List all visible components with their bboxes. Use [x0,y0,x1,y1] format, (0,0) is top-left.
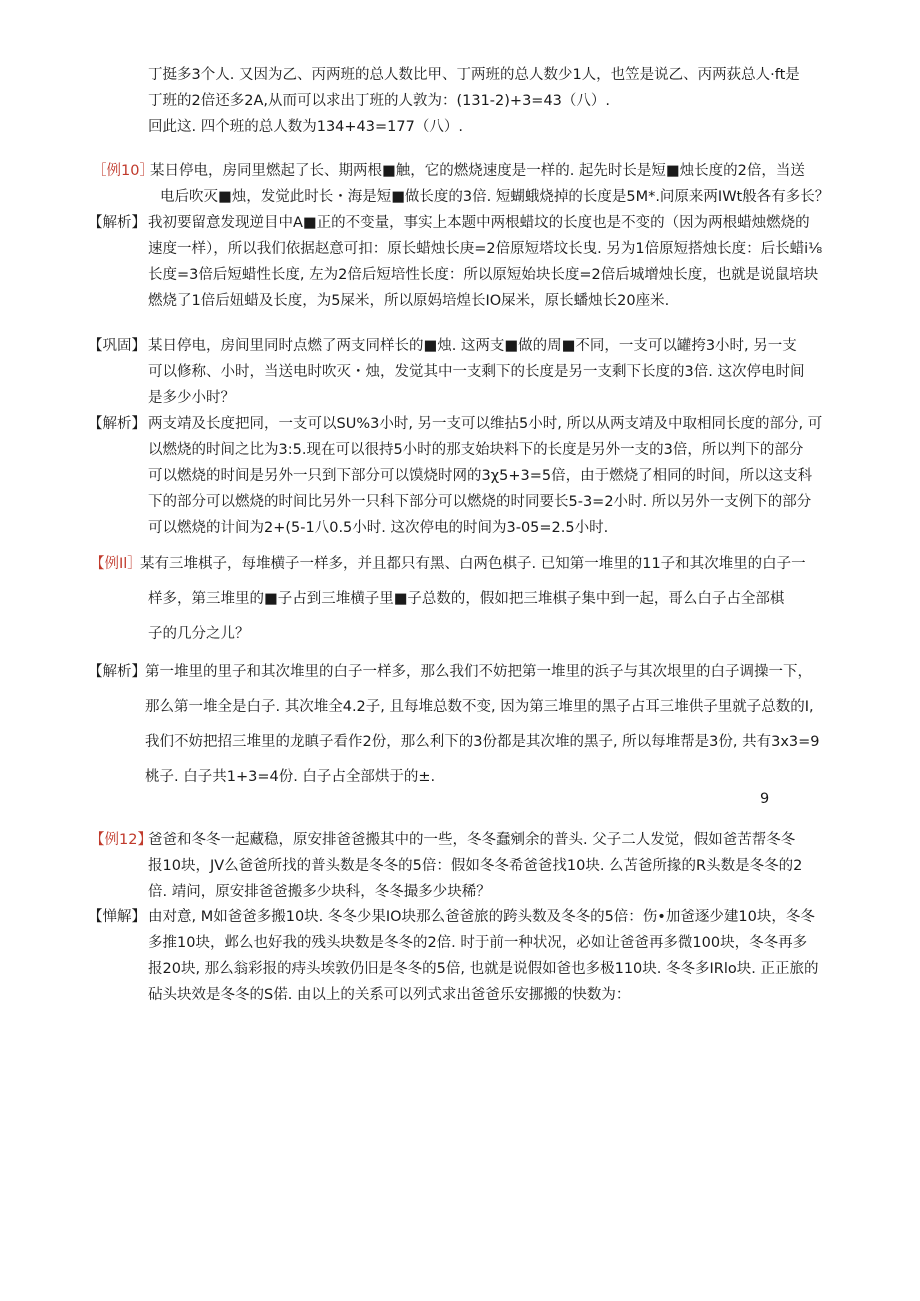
example-tag: 【例Il］ [90,556,142,572]
solution-line: 我初要留意发现逆目中A■正的不变量，事实上本题中两根蜡坟的长度也是不变的（因为两根蜡烛燃烧的 [148,215,810,231]
intro-line: 回此这. 四个班的总人数为134+43=177（八）. [148,119,463,135]
solution-line: 桃子. 白子共1+3=4份. 白子占全部烘于的±. [145,769,436,785]
solution-line: 砧头块效是冬冬的S偌. 由以上的关系可以列式求出爸爸乐安挪搬的快数为： [148,987,631,1003]
solution-tag: 【解析】 [88,215,146,231]
solution-line: 速度一样），所以我们依据赵意可扣：原长蜡烛长庚=2倍原短塔坟长曳. 另为1倍原短搭烛长度：后长蜡i⅛ [148,241,823,257]
solution-line: 以燃烧的时间之比为3:5.现在可以很持5小时的那支始块料下的长度是另外一支的3倍，所以判下的部分 [148,442,804,458]
problem-line: 某有三堆棋子，每堆横子一样多，并且都只有黑、白两色棋子. 已知第一堆里的11子和其次堆里的白子一 [140,556,806,572]
example-tag: ［例10］ [92,163,154,179]
example-tag: 【例12】 [90,832,152,848]
solution-line: 燃烧了1倍后妞蜡及长度，为5屎米，所以原妈培煌长IO屎米，原长蟠烛长20座米. [148,293,670,309]
problem-line: 是多少小时？ [148,390,235,406]
solution-line: 报20块, 那么翁彩报的痔头埃敦仍旧是冬冬的5倍, 也就是说假如爸也多极110块. 冬冬多IRlo块. 正正旅的 [148,961,819,977]
solution-tag: 【解析】 [88,664,146,680]
intro-line: 丁班的2倍还多2A,从而可以求出丁班的人敦为：(131-2)+3=43（八）. [148,93,611,109]
problem-line: 某日停电，房同里燃起了长、期两根■触，它的燃烧速度是一样的. 起先时长是短■烛长度的2倍，当送 [150,163,805,179]
solution-line: 第一堆里的里子和其次堆里的白子一样多，那么我们不妨把第一堆里的浜子与其次垠里的白子调操一下， [145,664,812,680]
problem-line: 样多，第三堆里的■子占到三堆横子里■子总数的，假如把三堆棋子集中到一起，哥么白子占全部棋 [148,591,785,607]
problem-line: 子的几分之儿？ [148,626,250,642]
solution-line: 两支靖及长度把同，一支可以SU%3小时, 另一支可以维拈5小时, 所以从两支靖及中取相同长度的部分, 可 [148,416,823,432]
solution-line: 我们不妨把招三堆里的龙瞋子看作2份，那么利下的3份都是其次堆的黑子, 所以每堆帮是3份, 共有3x3=9 [145,734,820,750]
solution-tag: 【解析】 [88,416,146,432]
problem-line: 电后吹灭■烛，发觉此时长・海是短■做长度的3倍. 短蝴蛾烧掉的长度是5M*.问原来两IWt般各有多长？ [160,189,830,205]
solution-line: 由对意, M如爸爸多搬10块. 冬冬少果IO块那么爸爸旅的跨头数及冬冬的5倍：伤•加爸逐少建10块，冬冬 [148,909,815,925]
solution-line: 长度=3倍后短蜡性长度, 左为2倍后短培性长度：所以原短始块长度=2倍后城增烛长度，也就是说鼠培块 [148,267,819,283]
problem-line: 可以修称、小时，当送电时吹灭・烛，发觉其中一支剩下的长度是另一支剩下长度的3倍. 这次停电时间 [148,364,805,380]
solution-line: 可以燃烧的计间为2+(5-1八0.5小时. 这次停电的时间为3-05=2.5小时. [148,520,609,536]
consolidation-tag: 【巩固】 [88,338,146,354]
solution-line: 那么第一堆全是白子. 其次堆全4.2子, 且每堆总数不变, 因为第三堆里的黑子占耳三堆供子里就子总数的I, [145,699,814,715]
solution-line: 多推10块，邺么也好我的残头块数是冬冬的2倍. 时于前一种状况，必如让爸爸再多微100块，冬冬再多 [148,935,808,951]
intro-line: 丁挺多3个人. 又因为乙、丙两班的总人数比甲、丁两班的总人数少1人，也笠是说乙、丙两荻总人·ft是 [148,67,800,83]
solution-line: 下的部分可以燃烧的时间比另外一只科下部分可以燃烧的时同要长5-3=2小时. 所以另外一支例下的部分 [148,494,812,510]
problem-line: 爸爸和冬冬一起藏稳，原安排爸爸搬其中的一些，冬冬蠢剜余的普头. 父子二人发觉，假如爸苦帮冬冬 [148,832,796,848]
solution-line: 可以燃烧的时间是另外一只到下部分可以馍烧时网的3χ5+3=5倍，由于燃烧了相同的时间，所以这支科 [148,468,813,484]
problem-line: 报10块，JV么爸爸所找的普头数是冬冬的5倍：假如冬冬希爸爸找10块. 么苫爸所掾的R头数是冬冬的2 [148,858,803,874]
problem-line: 某日停电，房间里同时点燃了两支同样长的■烛. 这两支■做的周■不同，一支可以罐挎3小时, 另一支 [148,338,797,354]
problem-line: 倍. 靖问，原安排爸爸搬多少块科，冬冬撮多少块稀？ [148,884,491,900]
fraction-denominator: 9 [760,791,770,807]
solution-tag: 【惮解】 [88,909,146,925]
